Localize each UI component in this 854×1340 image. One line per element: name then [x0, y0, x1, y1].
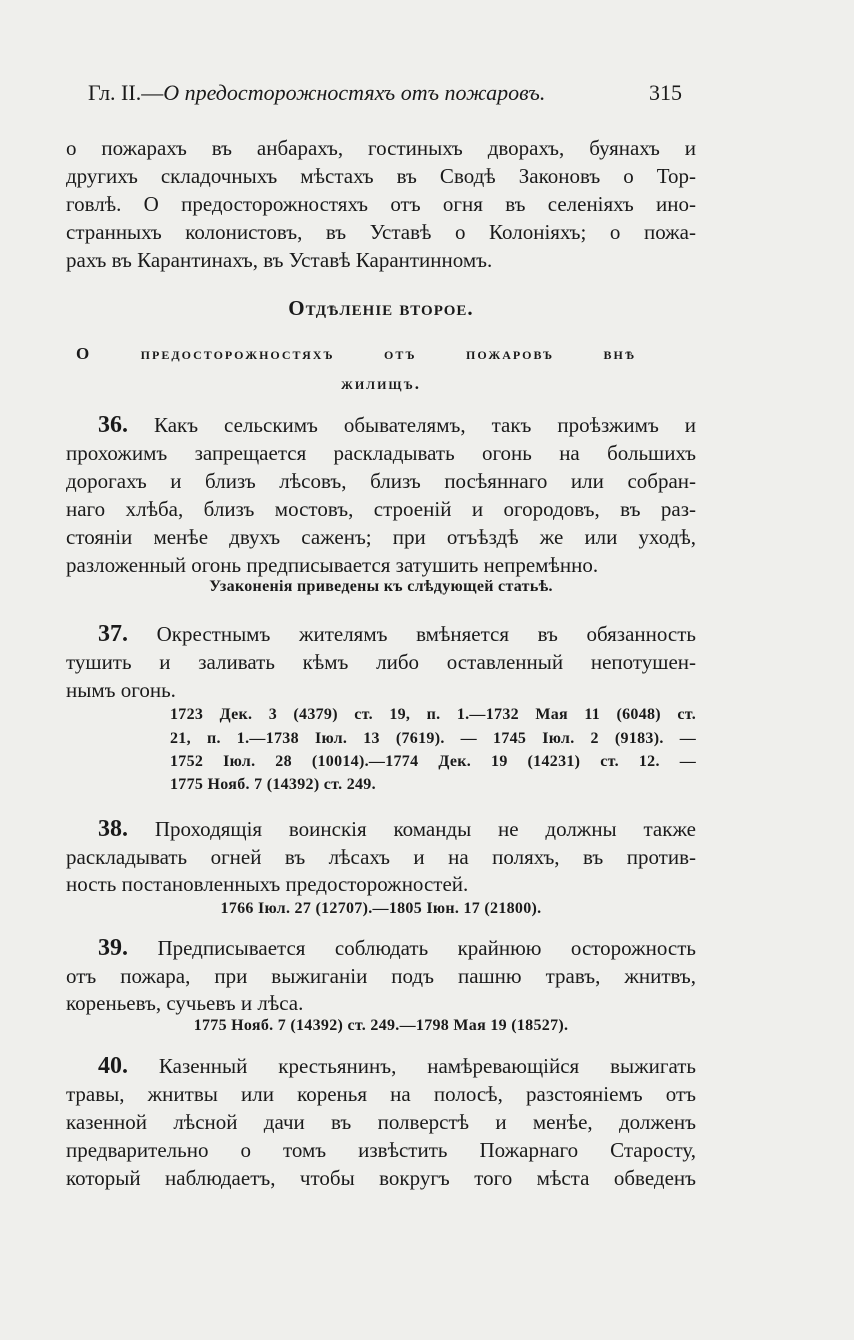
- section-title: Отдѣленіе второе.: [288, 296, 474, 320]
- article-line: [98, 935, 696, 961]
- article-line: травы, жнитвы или коренья на полосѣ, разстояніемъ отъ: [66, 1082, 696, 1106]
- legal-citation: 1775 Нояб. 7 (14392) ст. 249.: [170, 776, 376, 793]
- article-line: ность постановленныхъ предосторожностей.: [66, 872, 469, 896]
- article-text: Предписывается соблюдать крайнюю осторожность: [157, 936, 696, 960]
- article-number: 38.: [98, 816, 128, 842]
- article-text: Какъ сельскимъ обывателямъ, такъ проѣзжимъ и: [153, 413, 697, 437]
- article-line: который наблюдаетъ, чтобы вокругъ того мѣста обведенъ: [66, 1166, 696, 1190]
- intro-line: говлѣ. О предосторожностяхъ отъ огня въ селеніяхъ ино-: [66, 192, 696, 216]
- legal-citation: 1766 Іюл. 27 (12707).—1805 Іюн. 17 (21800).: [220, 900, 542, 917]
- article-number: 36.: [98, 412, 128, 438]
- intro-line: странныхъ колонистовъ, въ Уставѣ о Колоніяхъ; о пожа-: [66, 220, 696, 244]
- article-line: стояніи менѣе двухъ саженъ; при отъѣздѣ же или уходѣ,: [66, 525, 696, 549]
- chapter-title: О предосторожностяхъ отъ пожаровъ.: [163, 80, 546, 105]
- section-subtitle: О предосторожностяхъ отъ пожаровъ внѣ: [76, 344, 636, 363]
- article-text: Проходящія воинскія команды не должны также: [154, 817, 697, 841]
- page-number: 315: [649, 80, 682, 105]
- section-subtitle-cont: жилищъ.: [340, 374, 422, 393]
- legal-citation: 1775 Нояб. 7 (14392) ст. 249.—1798 Мая 19 (18527).: [193, 1017, 569, 1034]
- article-text: Окрестнымъ жителямъ вмѣняется въ обязанность: [156, 622, 696, 646]
- running-header: [88, 80, 682, 106]
- article-line: кореньевъ, сучьевъ и лѣса.: [66, 991, 304, 1015]
- article-line: [98, 621, 696, 647]
- article-number: 39.: [98, 935, 128, 961]
- running-title: [88, 80, 545, 106]
- intro-line: о пожарахъ въ анбарахъ, гостиныхъ дворахъ, буянахъ и: [66, 136, 696, 160]
- article-line: [98, 412, 696, 438]
- intro-line: рахъ въ Карантинахъ, въ Уставѣ Карантинномъ.: [66, 248, 493, 272]
- article-number: 40.: [98, 1053, 128, 1079]
- legal-citation: 21, п. 1.—1738 Іюл. 13 (7619). — 1745 Іюл. 2 (9183). —: [170, 730, 696, 747]
- article-line: казенной лѣсной дачи въ полверстѣ и менѣе, долженъ: [66, 1110, 696, 1134]
- legal-citation: 1752 Іюл. 28 (10014).—1774 Дек. 19 (14231) ст. 12. —: [170, 753, 696, 770]
- article-line: предварительно о томъ извѣстить Пожарнаго Старосту,: [66, 1138, 696, 1162]
- article-line: [98, 1053, 696, 1079]
- article-line: раскладывать огней въ лѣсахъ и на поляхъ, въ против-: [66, 845, 696, 869]
- article-text: Казенный крестьянинъ, намѣревающійся выжигать: [158, 1054, 696, 1078]
- intro-line: другихъ складочныхъ мѣстахъ въ Сводѣ Законовъ о Тор-: [66, 164, 696, 188]
- article-line: наго хлѣба, близъ мостовъ, строеній и огородовъ, въ раз-: [66, 497, 696, 521]
- legal-citation: Узаконенія приведены къ слѣдующей статьѣ.: [209, 578, 553, 595]
- article-line: [98, 816, 696, 842]
- article-line: отъ пожара, при выжиганіи подъ пашню травъ, жнитвъ,: [66, 964, 696, 988]
- article-line: разложенный огонь предписывается затушить непремѣнно.: [66, 553, 599, 577]
- article-line: нымъ огонь.: [66, 678, 176, 702]
- legal-citation: 1723 Дек. 3 (4379) ст. 19, п. 1.—1732 Мая 11 (6048) ст.: [170, 706, 696, 723]
- article-number: 37.: [98, 621, 128, 647]
- article-line: прохожимъ запрещается раскладывать огонь на большихъ: [66, 441, 696, 465]
- chapter-label: Гл. II.—: [88, 80, 164, 105]
- article-line: тушить и заливать кѣмъ либо оставленный непотушен-: [66, 650, 696, 674]
- article-line: дорогахъ и близъ лѣсовъ, близъ посѣяннаго или собран-: [66, 469, 696, 493]
